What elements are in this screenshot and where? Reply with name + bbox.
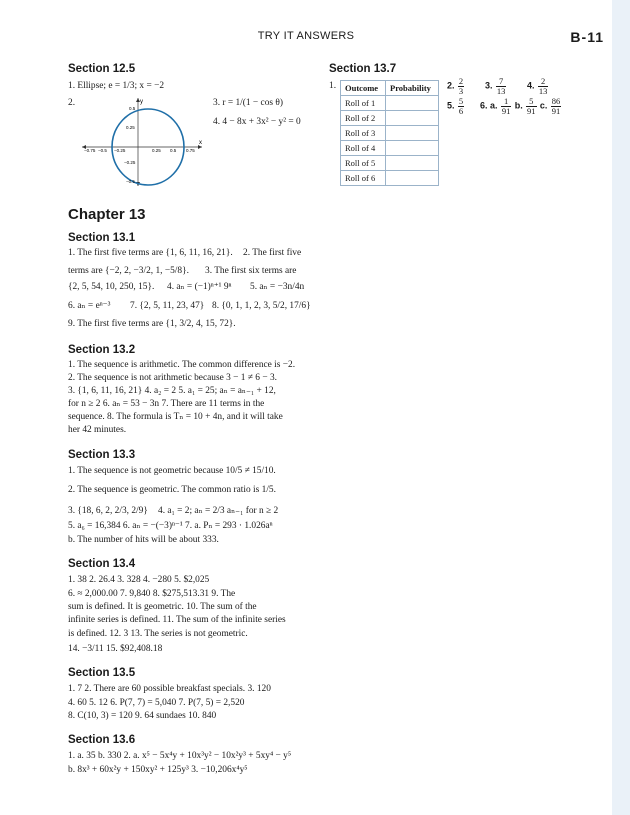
table-cell: Roll of 1 — [341, 96, 386, 111]
answer-13-1-3-cont: {2, 5, 54, 10, 250, 15}. — [68, 282, 155, 292]
x-tick-label: −0.75 — [84, 148, 96, 153]
answer-13-3-2: 2. The sequence is geometric. The common ratio is 1/5. — [68, 485, 276, 495]
answer-12-5-3: 3. r = 1/(1 − cos θ) — [213, 98, 284, 108]
table-cell — [386, 141, 439, 156]
table-cell: Roll of 3 — [341, 126, 386, 141]
answer-13-1-5: 5. aₙ = −3n/4n — [250, 282, 305, 292]
answer-line: 2. The sequence is not arithmetic because 3 − 1 ≠ 6 − 3. — [68, 373, 277, 383]
answer-13-3-3: 3. {18, 6, 2, 2/3, 2/9} — [68, 506, 148, 516]
answer-12-5-4: 4. 4 − 8x + 3x² − y² = 0 — [213, 117, 301, 127]
y-axis-label: y — [140, 99, 143, 105]
table-cell: Roll of 4 — [341, 141, 386, 156]
section-13-3-heading: Section 13.3 — [68, 449, 136, 461]
table-cell — [386, 96, 439, 111]
answer-line: 14. −3/11 15. $92,408.18 — [68, 644, 163, 654]
answer-13-7-3: 3. $\frac{7}{13}$ — [485, 76, 506, 96]
answer-13-3-1: 1. The sequence is not geometric because 10/5 ≠ 15/10. — [68, 466, 276, 476]
answer-line: 1. a. 35 b. 330 2. a. x⁵ − 5x⁴y + 10x³y² − 10x²y³ + 5xy⁴ − y⁵ — [68, 751, 292, 761]
x-tick-label: 0.25 — [152, 148, 161, 153]
x-axis-label: x — [199, 140, 202, 146]
y-tick-label: 0.25 — [126, 125, 135, 130]
answer-line: infinite series is defined. 11. The sum of the infinite series — [68, 615, 286, 625]
table-row — [341, 126, 439, 141]
table-header: Probability — [386, 81, 439, 96]
answer-13-1-3: 3. The first six terms are — [205, 266, 297, 276]
answer-13-1-9: 9. The first five terms are {1, 3/2, 4, 15, 72}. — [68, 319, 236, 329]
section-13-7-heading: Section 13.7 — [329, 63, 397, 75]
answer-line: 8. C(10, 3) = 120 9. 64 sundaes 10. 840 — [68, 711, 217, 721]
answer-13-7-5: 5. $\frac{5}{6}$ — [447, 96, 464, 116]
table-row — [341, 171, 439, 186]
table-header: Outcome — [341, 81, 386, 96]
answer-line: is defined. 12. 3 13. The series is not geometric. — [68, 629, 248, 639]
table-cell: Roll of 6 — [341, 171, 386, 186]
answer-13-1-6: 6. aₙ = eⁿ⁻³ — [68, 301, 111, 311]
answer-line: sum is defined. It is geometric. 10. The sum of the — [68, 602, 257, 612]
x-tick-label: 0.75 — [186, 148, 195, 153]
answer-13-1-4: 4. aₙ = (−1)ⁿ⁺¹ 9ⁿ — [167, 282, 232, 292]
answer-12-5-1: 1. Ellipse; e = 1/3; x = −2 — [68, 81, 165, 91]
y-tick-label: −0.25 — [124, 160, 136, 165]
table-row — [341, 111, 439, 126]
table-cell — [386, 171, 439, 186]
answer-13-7-4: 4. $\frac{2}{13}$ — [527, 76, 548, 96]
chapter-title: Chapter 13 — [68, 206, 146, 223]
table-cell — [386, 126, 439, 141]
x-tick-label: −0.25 — [114, 148, 126, 153]
answer-13-3-7b: b. The number of hits will be about 333. — [68, 535, 219, 545]
section-13-1-heading: Section 13.1 — [68, 232, 136, 244]
answer-line: 1. 38 2. 26.4 3. 328 4. −280 5. $2,025 — [68, 575, 210, 585]
answer-line: for n ≥ 2 6. aₙ = 53 − 3n 7. There are 11 terms in the — [68, 399, 265, 409]
answer-13-1-2-cont: terms are {−2, 2, −3/2, 1, −5/8}. — [68, 266, 189, 276]
answer-13-7-1-number: 1. — [329, 81, 337, 91]
answer-13-7-6: 6. a. $\frac{1}{91}$ b. $\frac{5}{91}$ c. $\frac{86}{91}$ — [480, 96, 561, 116]
section-13-4-heading: Section 13.4 — [68, 558, 136, 570]
x-tick-label: 0.5 — [170, 148, 177, 153]
answer-line: b. 8x³ + 60x²y + 150xy² + 125y³ 3. −10,206x⁴y⁵ — [68, 765, 248, 775]
answer-line: 1. 7 2. There are 60 possible breakfast specials. 3. 120 — [68, 684, 271, 694]
answer-line: sequence. 8. The formula is Tₙ = 10 + 4n, and it will take — [68, 412, 283, 422]
answer-13-1-7: 7. {2, 5, 11, 23, 47} — [130, 301, 205, 311]
answer-line: 1. The sequence is arithmetic. The common difference is −2. — [68, 360, 296, 370]
answer-line: 6. ≈ 2,000.00 7. 9,840 8. $275,513.31 9. The — [68, 589, 236, 599]
probability-table — [340, 80, 439, 186]
page-edge-band — [612, 0, 630, 815]
answer-12-5-2-number: 2. — [68, 98, 76, 108]
table-row — [341, 156, 439, 171]
section-13-2-heading: Section 13.2 — [68, 344, 136, 356]
table-row — [341, 141, 439, 156]
ellipse-graph — [78, 94, 206, 188]
table-cell: Roll of 5 — [341, 156, 386, 171]
answer-13-3-5-7: 5. a₆ = 16,384 6. aₙ = −(−3)ⁿ⁻¹ 7. a. Pₙ = 293 · 1.026aⁿ — [68, 521, 273, 531]
section-13-5-heading: Section 13.5 — [68, 667, 136, 679]
answer-13-3-4: 4. a₁ = 2; aₙ = 2/3 aₙ₋₁ for n ≥ 2 — [158, 506, 279, 516]
section-12-5-heading: Section 12.5 — [68, 63, 136, 75]
answer-13-1-2: 2. The first five — [243, 248, 302, 258]
answer-13-1-8: 8. {0, 1, 1, 2, 3, 5/2, 17/6} — [212, 301, 311, 311]
table-cell: Roll of 2 — [341, 111, 386, 126]
table-row — [341, 96, 439, 111]
answer-line: 4. 60 5. 12 6. P(7, 7) = 5,040 7. P(7, 5) = 2,520 — [68, 698, 245, 708]
answer-line: her 42 minutes. — [68, 425, 127, 435]
answer-13-7-2: 2. $\frac{2}{3}$ — [447, 76, 464, 96]
answer-13-1-1: 1. The first five terms are {1, 6, 11, 16, 21}. — [68, 248, 233, 258]
table-cell — [386, 111, 439, 126]
section-13-6-heading: Section 13.6 — [68, 734, 136, 746]
page-number: B-11 — [570, 29, 604, 45]
running-header: TRY IT ANSWERS — [257, 30, 355, 42]
answer-line: 3. {1, 6, 11, 16, 21} 4. a₂ = 2 5. a₁ = 25; aₙ = aₙ₋₁ + 12, — [68, 386, 276, 396]
y-tick-label: 0.5 — [129, 106, 136, 111]
x-tick-label: −0.5 — [98, 148, 107, 153]
table-cell — [386, 156, 439, 171]
y-tick-label: −0.5 — [126, 179, 135, 184]
